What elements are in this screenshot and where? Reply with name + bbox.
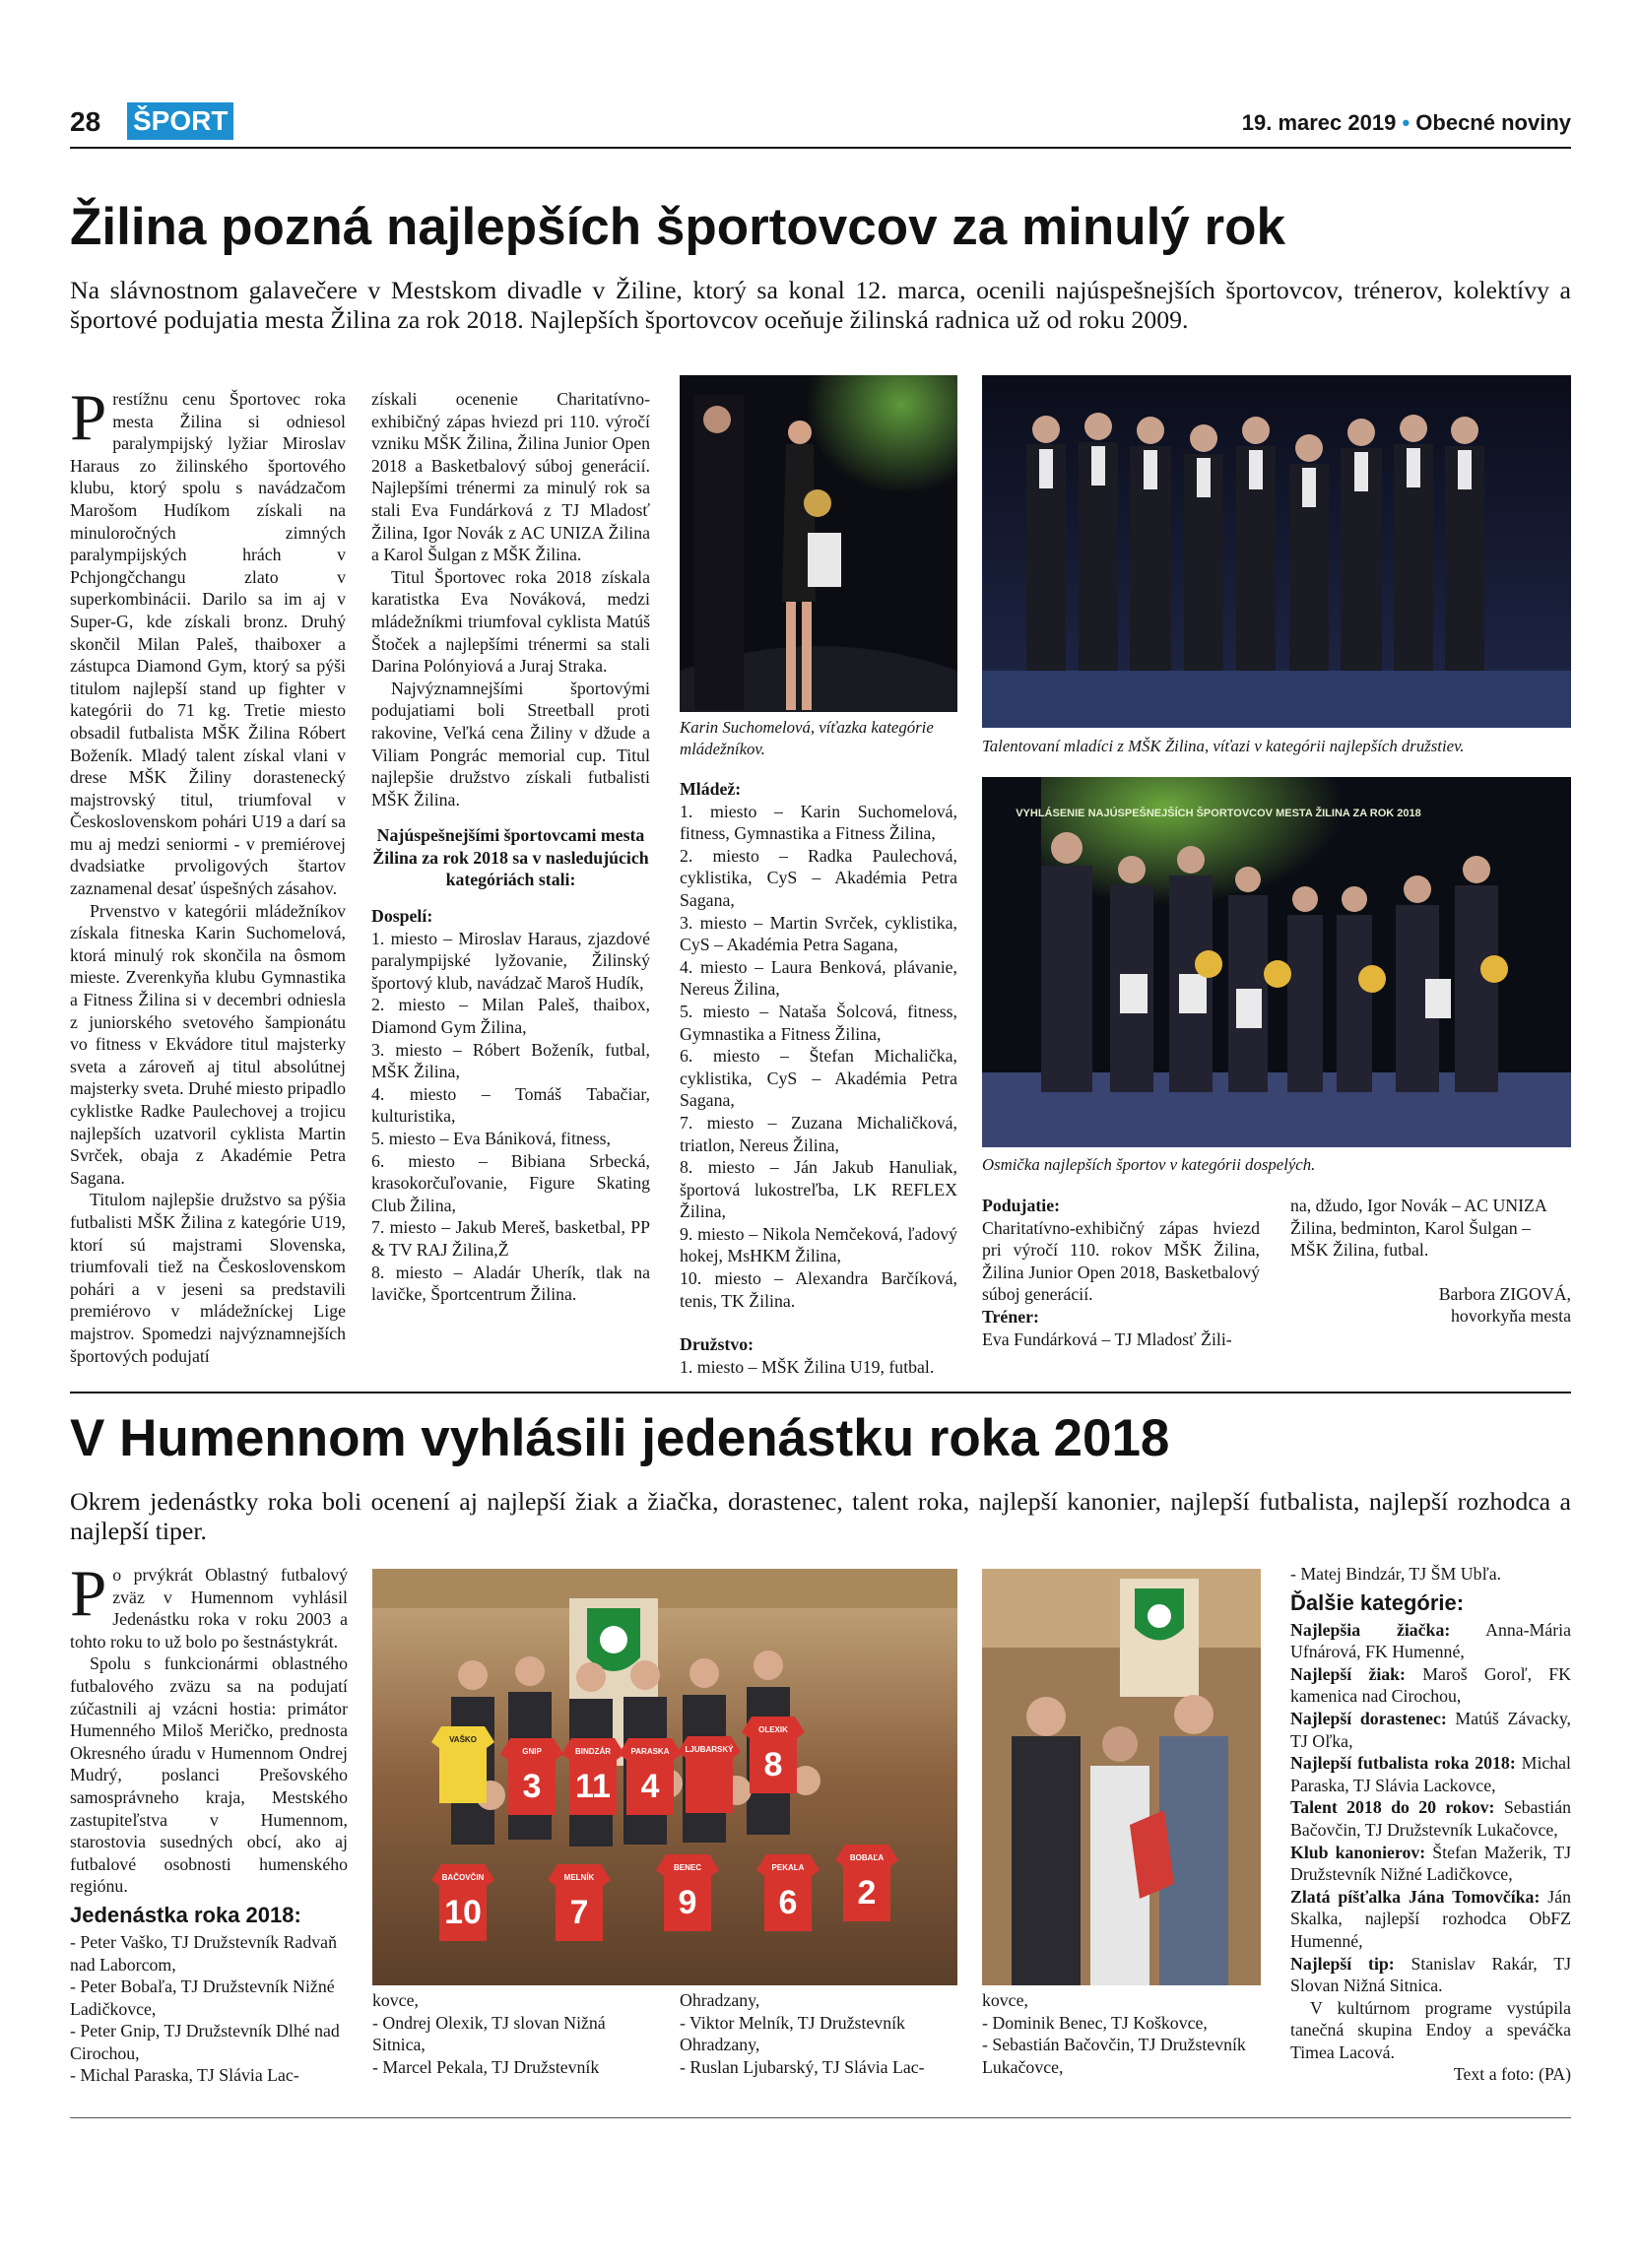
youth-list: [680, 801, 957, 1313]
category-item: [1290, 1752, 1571, 1796]
jersey: [500, 1738, 563, 1815]
category-item: [1290, 1886, 1571, 1953]
jersey: [835, 1845, 898, 1921]
list-item: - Matej Bindzár, TJ ŠM Ubľa.: [1290, 1564, 1502, 1584]
list-item: - Marcel Pekala, TJ Družstevník: [372, 2056, 600, 2077]
list-item: 5. miesto – Nataša Šolcová, fitness, Gymnastika a Fitness Žilina,: [680, 1001, 957, 1044]
article2-col1-p1: Po prvýkrát Oblastný futbalový zväz v Humennom vyhlásil Jedenástku roka v roku 2003 a tohto roku to už bolo po šestnástykrát.: [70, 1557, 348, 1652]
article2-col1-p2: Spolu s funkcionármi oblastného futbalového zväzu sa na podujatí zúčastnili aj vzácni hostia: primátor Humenného Miloš Meričko, prednosta Okresného úradu v Humennom Ondrej Mudrý, poslanci Prešovského samosprávneho kraja, Mestského zastupiteľstva v Humennom, starostovia susedných obcí, ako aj futbalové osobnosti humenského regiónu.: [70, 1653, 348, 1897]
jersey-name: PEKALA: [771, 1863, 805, 1872]
jersey-name: LJUBARSKÝ: [685, 1745, 734, 1754]
photo-eleven: [372, 1569, 957, 1985]
jersey: [548, 1864, 611, 1941]
category-winner: Sebastián Bačovčin, TJ Družstevník Lukačovce,: [1290, 1797, 1571, 1840]
list-item: - Viktor Melník, TJ Družstevník Ohradzany,: [680, 2012, 905, 2055]
jersey-name: PARASKA: [630, 1747, 670, 1756]
jersey-number: 6: [778, 1884, 798, 1921]
coaches-text-a: Eva Fundárková – TJ Mladosť Žili-: [982, 1328, 1232, 1349]
separator-bullet: •: [1402, 110, 1410, 135]
team-heading: Družstvo:: [680, 1334, 754, 1355]
category-label: Najlepšia žiačka:: [1290, 1619, 1451, 1640]
events-coaches-block: [982, 1195, 1260, 1350]
jersey-number: 4: [640, 1768, 660, 1805]
list-item: 2. miesto – Milan Paleš, thaibox, Diamond Gym Žilina,: [371, 995, 650, 1038]
photo-award: [982, 1569, 1261, 1985]
jersey-number: 10: [444, 1894, 482, 1931]
jersey: [742, 1717, 805, 1793]
jersey-name: BAČOVČIN: [441, 1873, 485, 1882]
jersey-name: BINDZÁR: [575, 1747, 611, 1756]
photo-karin-caption: Karin Suchomelová, víťazka kategórie mládežníkov.: [680, 718, 934, 758]
list-item: 2. miesto – Radka Paulechová, cyklistika, CyS – Akadémia Petra Sagana,: [680, 845, 957, 910]
list-item: 4. miesto – Tomáš Tabačiar, kulturistika,: [371, 1083, 650, 1127]
list-item: 3. miesto – Martin Svrček, cyklistika, CyS – Akadémia Petra Sagana,: [680, 912, 957, 955]
author-role: hovorkyňa mesta: [1451, 1306, 1571, 1327]
coaches-text-b: na, džudo, Igor Novák – AC UNIZA Žilina, bedminton, Karol Šulgan – MŠK Žilina, futbal.: [1290, 1196, 1546, 1261]
category-item: [1290, 1842, 1571, 1886]
jersey-name: BOBAĽA: [849, 1853, 885, 1862]
issue-date: [1242, 110, 1571, 136]
other-categories-heading: Ďalšie kategórie:: [1290, 1589, 1465, 1615]
youth-heading: Mládež:: [680, 779, 742, 799]
photo-adults-stage: [982, 777, 1571, 1147]
jersey-name: BENEC: [673, 1863, 702, 1872]
photo-adults-stage-svg: [982, 777, 1571, 1147]
article2-title: V Humennom vyhlásili jedenástku roka 2018: [70, 1409, 1170, 1467]
author-name: Barbora ZIGOVÁ,: [1438, 1283, 1571, 1304]
jersey: [656, 1854, 719, 1931]
section-label: ŠPORT: [127, 102, 233, 140]
article2-col4: [982, 1989, 1260, 2078]
list-item: - Peter Bobaľa, TJ Družstevník Nižné Ladičkovce,: [70, 1976, 335, 2019]
category-label: Talent 2018 do 20 rokov:: [1290, 1797, 1495, 1818]
page-header: [70, 102, 1571, 146]
list-item: - Peter Gnip, TJ Družstevník Dlhé nad Cirochou,: [70, 2021, 340, 2063]
article1-col2: [371, 388, 650, 1306]
adults-heading: Dospelí:: [371, 906, 433, 927]
jersey-name: OLEXIK: [758, 1725, 788, 1734]
dropcap: P: [70, 381, 107, 454]
page-number: 28: [70, 106, 101, 137]
jersey: [561, 1738, 624, 1815]
list-item: 7. miesto – Jakub Mereš, basketbal, PP & TV RAJ Žilina,Ž: [371, 1217, 650, 1260]
category-label: Najlepší futbalista roka 2018:: [1290, 1753, 1516, 1774]
category-item: [1290, 1953, 1571, 1997]
category-winner: Matúš Závacky, TJ Oľka,: [1290, 1708, 1571, 1751]
closing-text: V kultúrnom programe vystúpila tanečná skupina Endoy a speváčka Timea Lacová.: [1290, 1997, 1571, 2062]
category-item: [1290, 1796, 1571, 1841]
jersey-name: GNIP: [522, 1747, 542, 1756]
photo-award-svg: [982, 1569, 1261, 1985]
article2-col3: [680, 1989, 957, 2078]
list-item: 1. miesto – Karin Suchomelová, fitness, Gymnastika a Fitness Žilina,: [680, 801, 957, 844]
category-winner: Maroš Goroľ, FK kamenica nad Cirochou,: [1290, 1663, 1571, 1707]
list-item: 6. miesto – Bibiana Srbecká, krasokorčuľovanie, Figure Skating Club Žilina,: [371, 1150, 650, 1215]
photo-eleven-svg: [372, 1569, 957, 1985]
photo-team-stage: [982, 375, 1571, 728]
article-divider: [70, 1392, 1571, 1393]
coaches-heading: Tréner:: [982, 1306, 1039, 1327]
list-item: 1. miesto – Miroslav Haraus, zjazdové paralympijské lyžovanie, Žilinský športový klub, navádzač Maroš Hudík,: [371, 928, 650, 993]
list-item: 4. miesto – Laura Benková, plávanie, Nereus Žilina,: [680, 956, 957, 1000]
article1-col1-p2: Prvenstvo v kategórii mládežníkov získala fitneska Karin Suchomelová, ktorá minulý rok skončila na ôsmom mieste. Zverenkyňa klubu Gymnastika a Fitness Žilina si v decembri odniesla z juniorského svetového šampionátu vo fitness v Ekvádore titul majsterky sveta a zároveň aj titul absolútnej majsterky sveta. Druhé miesto pripadlo cyklistke Radke Paulechovej a trojicu najlepších uzatvoril cyklista Martin Svrček, obaja z Akadémie Petra Sagana.: [70, 900, 346, 1188]
article1-lead: Na slávnostnom galavečere v Mestskom divadle v Žiline, ktorý sa konal 12. marca, ocenili najúspešnejších športovcov, trénerov, kolektívy a športové podujatia mesta Žilina za rok 2018. Najlepších športovcov oceňuje žilinská radnica už od roku 2009.: [70, 276, 1571, 334]
list-item: - Ruslan Ljubarský, TJ Slávia Lac-: [680, 2056, 925, 2077]
jersey-number: 2: [857, 1874, 877, 1912]
category-label: Najlepší tip:: [1290, 1953, 1395, 1974]
jersey: [756, 1854, 820, 1931]
list-item: 10. miesto – Alexandra Barčíková, tenis, TK Žilina.: [680, 1268, 957, 1311]
jersey-number: 7: [569, 1894, 589, 1931]
list-item: - Peter Vaško, TJ Družstevník Radvaň nad Laborcom,: [70, 1931, 337, 1975]
category-winner: Anna-Mária Ufnárová, FK Humenné,: [1290, 1619, 1571, 1662]
eleven-heading: Jedenástka roka 2018:: [70, 1902, 301, 1927]
list-item: - Michal Paraska, TJ Slávia Lac-: [70, 2065, 299, 2086]
list-item: 6. miesto – Štefan Michalička, cyklistika, CyS – Akadémia Petra Sagana,: [680, 1046, 957, 1111]
category-label: Najlepší dorastenec:: [1290, 1708, 1447, 1728]
category-winner: Stanislav Rakár, TJ Slovan Nižná Sitnica.: [1290, 1953, 1571, 1996]
coaches-continued: [1290, 1195, 1571, 1328]
article1-col2-p1: získali ocenenie Charitatívno-exhibičný zápas hviezd pri 110. výročí vzniku MŠK Žilina, Žilina Junior Open 2018 a Basketbalový súboj generácií. Najlepšími trénermi za minulý rok sa stali Eva Fundárková z TJ Mladosť Žilina, Igor Novák z AC UNIZA Žilina a Karol Šulgan z MŠK Žilina.: [371, 389, 650, 565]
adults-list: [371, 928, 650, 1306]
category-winner: Michal Paraska, TJ Slávia Lackovce,: [1290, 1753, 1572, 1795]
photo-team-stage-svg: [982, 375, 1571, 728]
list-item: 8. miesto – Ján Jakub Hanuliak, športová lukostreľba, LK REFLEX Žilina,: [680, 1157, 957, 1222]
stage-screen-text: VYHLÁSENIE NAJÚSPEŠNEJŠÍCH ŠPORTOVCOV MESTA ŽILINA ZA ROK 2018: [1016, 808, 1421, 819]
list-item: 9. miesto – Nikola Nemčeková, ľadový hokej, MsHKM Žilina,: [680, 1223, 957, 1266]
list-item: - Ondrej Olexik, TJ slovan Nižná Sitnica,: [372, 2012, 606, 2055]
category-label: Zlatá píšťalka Jána Tomovčíka:: [1290, 1886, 1541, 1907]
article2-col2: [372, 1989, 650, 2078]
header-rule: [70, 147, 1571, 149]
list-item: 7. miesto – Zuzana Michaličková, triatlon, Nereus Žilina,: [680, 1112, 957, 1155]
jersey-name: VAŠKO: [449, 1735, 477, 1744]
category-label: Najlepší žiak:: [1290, 1663, 1406, 1684]
article1-col1-p1: Prestížnu cenu Športovec roka mesta Žilina si odniesol paralympijský lyžiar Miroslav Haraus zo žilinského športového klubu, ktorý spolu s navádzačom Marošom Hudíkom získali na minuloročných zimných paralympijských hrách v Pchjongčchangu zlato v superkombinácii. Darilo sa im aj v Super-G, kde získali bronz. Druhý skončil Milan Paleš, thaiboxer a zástupca Diamond Gym, ktorý sa pýši titulom najlepší stand up fighter v kategórii do 71 kg. Tretie miesto obsadil futbalista MŠK Žilina Róbert Boženík. Mladý talent získal vlani v drese MŠK Žiliny dorastenecký majstrovský titul, triumfoval v Československom pohári U19 a darí sa mu aj medzi seniormi - v premiérovej dvadsiatke prvoligových štartov zaznamenal desať úspešných zásahov.: [70, 381, 346, 899]
photo-karin: [680, 375, 957, 712]
other-categories-list: [1290, 1619, 1571, 1997]
photo-karin-svg: [680, 375, 957, 712]
jersey-number: 3: [522, 1768, 542, 1805]
category-item: [1290, 1708, 1571, 1752]
jersey: [431, 1726, 494, 1803]
jersey-number: 8: [763, 1746, 783, 1783]
article2-lead: Okrem jedenástky roka boli ocenení aj najlepší žiak a žiačka, dorastenec, talent roka, najlepší kanonier, najlepší futbalista, najlepší rozhodca a najlepší tiper.: [70, 1487, 1571, 1545]
list-item: - Sebastián Bačovčin, TJ Družstevník Lukačovce,: [982, 2035, 1246, 2077]
dropcap: P: [70, 1557, 107, 1630]
photo-credit: Text a foto: (PA): [1453, 2064, 1571, 2085]
jersey: [678, 1736, 741, 1813]
article1-col1-p3: Titulom najlepšie družstvo sa pýšia futbalisti MŠK Žilina z kategórie U19, ktorí sú majstrami Slovenska, triumfovali tiež na Československom pohári a v jeseni sa predstavili premiérovo v mládežníckej Lige majstrov. Spomedzi najvýznamnejších športových podujatí: [70, 1190, 346, 1366]
category-item: [1290, 1619, 1571, 1663]
photo-team-caption: Talentovaní mladíci z MŠK Žilina, víťazi v kategórii najlepších družstiev.: [982, 737, 1465, 755]
date-text: 19. marec 2019: [1241, 110, 1397, 135]
rankings-intro: Najúspešnejšími športovcami mesta Žilina za rok 2018 sa v nasledujúcich kategóriách stali:: [372, 825, 649, 890]
list-item: - Dominik Benec, TJ Koškovce,: [982, 2012, 1208, 2033]
article2-col1: [70, 1557, 348, 2087]
article2-col5: [1290, 1563, 1571, 2086]
list-item: Ohradzany,: [680, 1990, 760, 2010]
list-item: 3. miesto – Róbert Boženík, futbal, MŠK Žilina,: [371, 1039, 650, 1082]
list-item: 8. miesto – Aladár Uherík, tlak na lavičke, Športcentrum Žilina.: [371, 1262, 650, 1305]
article1-title: Žilina pozná najlepších športovcov za minulý rok: [70, 198, 1285, 256]
article1-col3: [680, 778, 957, 1378]
paper-name: Obecné noviny: [1415, 110, 1571, 135]
jersey-number: 11: [575, 1768, 611, 1805]
article1-col1: [70, 381, 346, 1367]
category-label: Klub kanonierov:: [1290, 1842, 1426, 1862]
category-winner: Štefan Mažerik, TJ Družstevník Nižné Ladičkovce,: [1290, 1842, 1571, 1885]
category-winner: Ján Skalka, najlepší rozhodca ObFZ Humenné,: [1290, 1886, 1571, 1951]
jersey-number: 9: [678, 1884, 697, 1921]
jersey: [619, 1738, 682, 1815]
photo-adults-caption: Osmička najlepších športov v kategórii dospelých.: [982, 1155, 1316, 1174]
category-item: [1290, 1663, 1571, 1708]
events-text: Charitatívno-exhibičný zápas hviezd pri výročí 110. rokov MŠK Žilina, Žilina Junior Open 2018, Basketbalový súboj generácií.: [982, 1217, 1260, 1305]
list-item: 5. miesto – Eva Bániková, fitness,: [371, 1129, 611, 1148]
article1-col2-p3: Najvýznamnejšími športovými podujatiami boli Streetball proti rakovine, Veľká cena Žiliny v džude a Viliam Pongrác memorial cup. Titul najlepšie družstvo získali futbalisti MŠK Žilina.: [371, 678, 650, 810]
list-item: kovce,: [372, 1990, 419, 2010]
jersey: [431, 1864, 494, 1941]
bottom-rule: [70, 2117, 1571, 2118]
jersey-name: MELNÍK: [563, 1873, 595, 1882]
events-heading: Podujatie:: [982, 1196, 1061, 1215]
article1-col2-p2: Titul Športovec roka 2018 získala karatistka Eva Nováková, medzi mládežníkmi triumfoval cyklista Matúš Štoček a najlepšími trénermi sa stali Darina Polónyiová a Juraj Straka.: [371, 566, 650, 677]
team-entry: 1. miesto – MŠK Žilina U19, futbal.: [680, 1356, 935, 1377]
list-item: kovce,: [982, 1990, 1028, 2010]
